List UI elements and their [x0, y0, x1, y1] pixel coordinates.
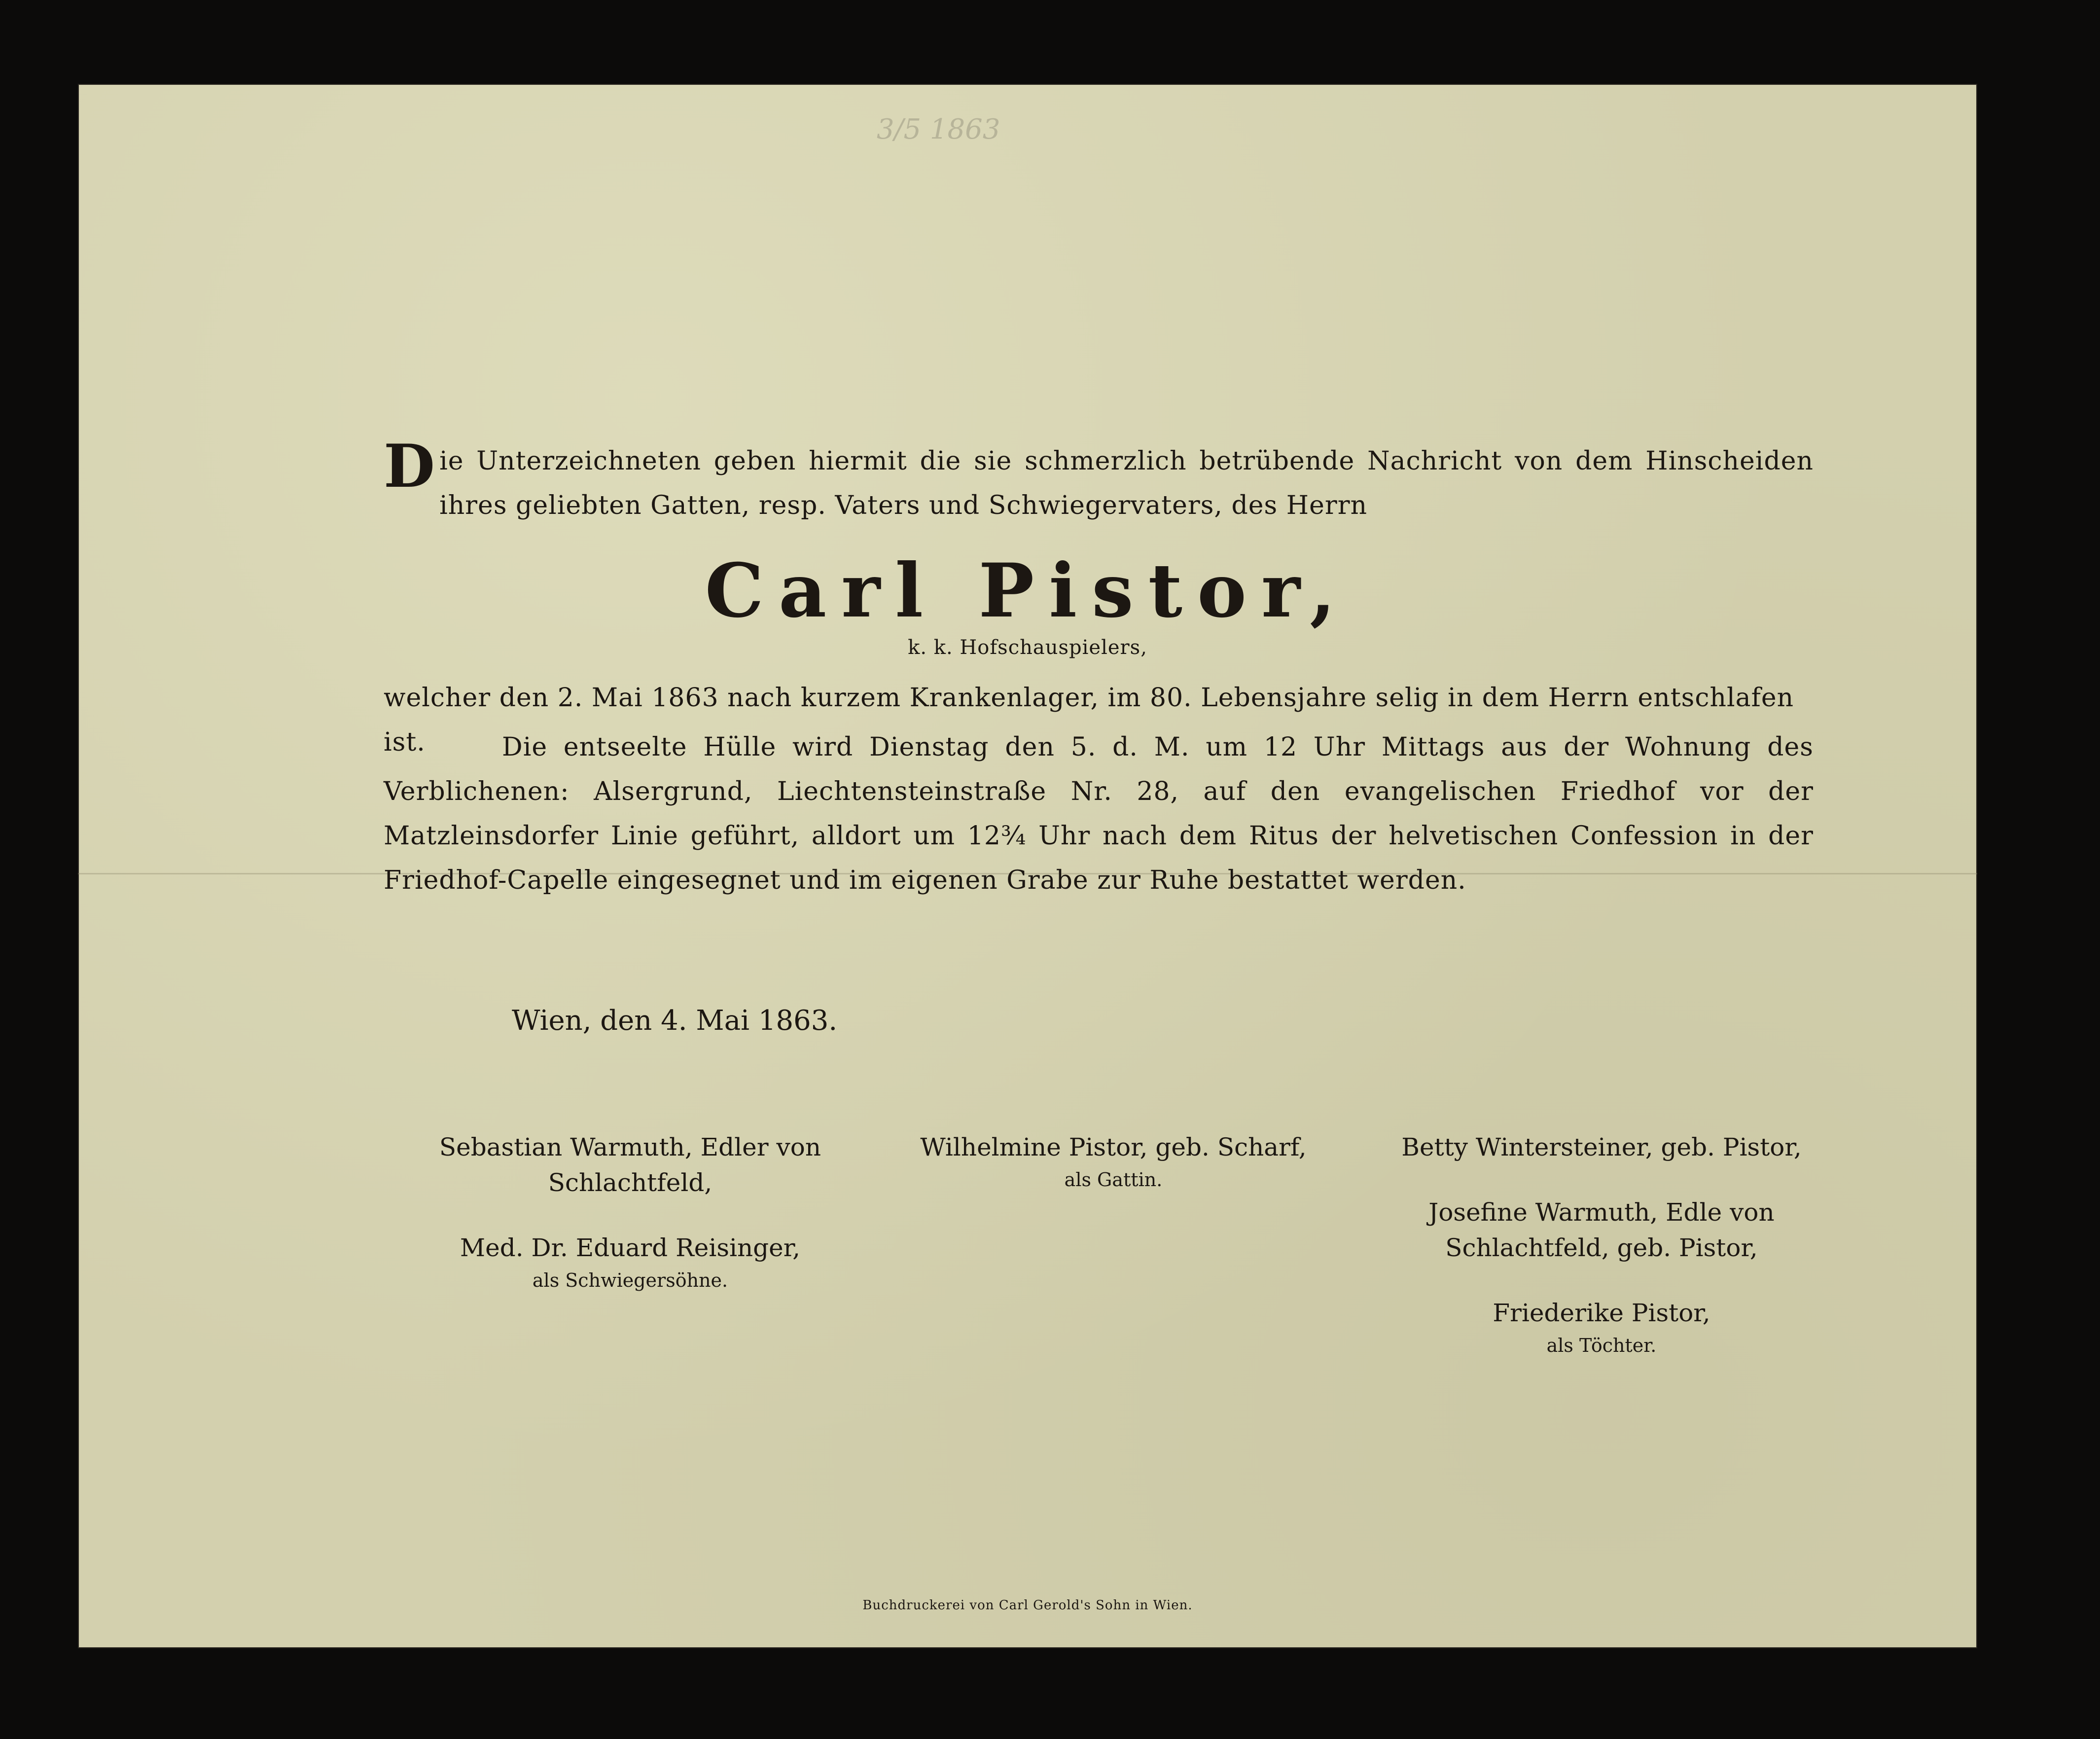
signatory-name: Wilhelmine Pistor, geb. Scharf,	[920, 1133, 1307, 1161]
death-statement: welcher den 2. Mai 1863 nach kurzem Krankenlager, im 80. Lebensjahre selig in dem Herrn entschlafen ist.	[384, 683, 1794, 757]
signatories-sons-in-law	[389, 1129, 872, 1295]
signatories-widow	[872, 1129, 1355, 1195]
signatory-role: als Schwiegersöhne.	[532, 1269, 728, 1291]
signatories-daughters	[1330, 1129, 1873, 1360]
signatory-role: als Gattin.	[1064, 1169, 1163, 1191]
signatory-role: als Töchter.	[1546, 1335, 1657, 1356]
burial-paragraph: Die entseelte Hülle wird Dienstag den 5. d. M. um 12 Uhr Mittags aus der Wohnung des Verblichenen: Alsergrund, Liechtensteinstraße Nr. 28, auf den evangelischen Friedhof vor der Matzleinsdorfer Linie geführt, alldort um 12¾ Uhr nach dem Ritus der helvetischen Confession in der Friedhof-Capelle eingesegnet und im eigenen Grabe zur Ruhe bestattet werden.	[384, 732, 1814, 895]
printer-imprint: Buchdruckerei von Carl Gerold's Sohn in Wien.	[862, 1598, 1193, 1613]
place-date: Wien, den 4. Mai 1863.	[512, 1005, 838, 1037]
deceased-name: Carl Pistor,	[705, 547, 1351, 634]
death-notice-sheet	[78, 84, 1977, 1648]
drop-initial: D	[384, 432, 436, 501]
signatory-name: Betty Wintersteiner, geb. Pistor,	[1401, 1133, 1802, 1161]
signatory-name: Schlachtfeld,	[548, 1168, 712, 1197]
deceased-title: k. k. Hofschauspielers,	[908, 636, 1147, 659]
intro-paragraph	[384, 432, 1814, 528]
intro-text: ie Unterzeichneten geben hiermit die sie schmerzlich betrübende Nachricht von dem Hinscheiden ihres geliebten Gatten, resp. Vaters und Schwiegervaters, des Herrn	[439, 446, 1814, 520]
signatory-name: Sebastian Warmuth, Edler von	[439, 1133, 821, 1161]
signatory-name: Schlachtfeld, geb. Pistor,	[1445, 1233, 1758, 1262]
signatory-name: Med. Dr. Eduard Reisinger,	[460, 1233, 801, 1262]
pencil-annotation: 3/5 1863	[877, 113, 1000, 145]
signatory-name: Friederike Pistor,	[1493, 1299, 1710, 1327]
signatory-name: Josefine Warmuth, Edle von	[1428, 1198, 1775, 1227]
